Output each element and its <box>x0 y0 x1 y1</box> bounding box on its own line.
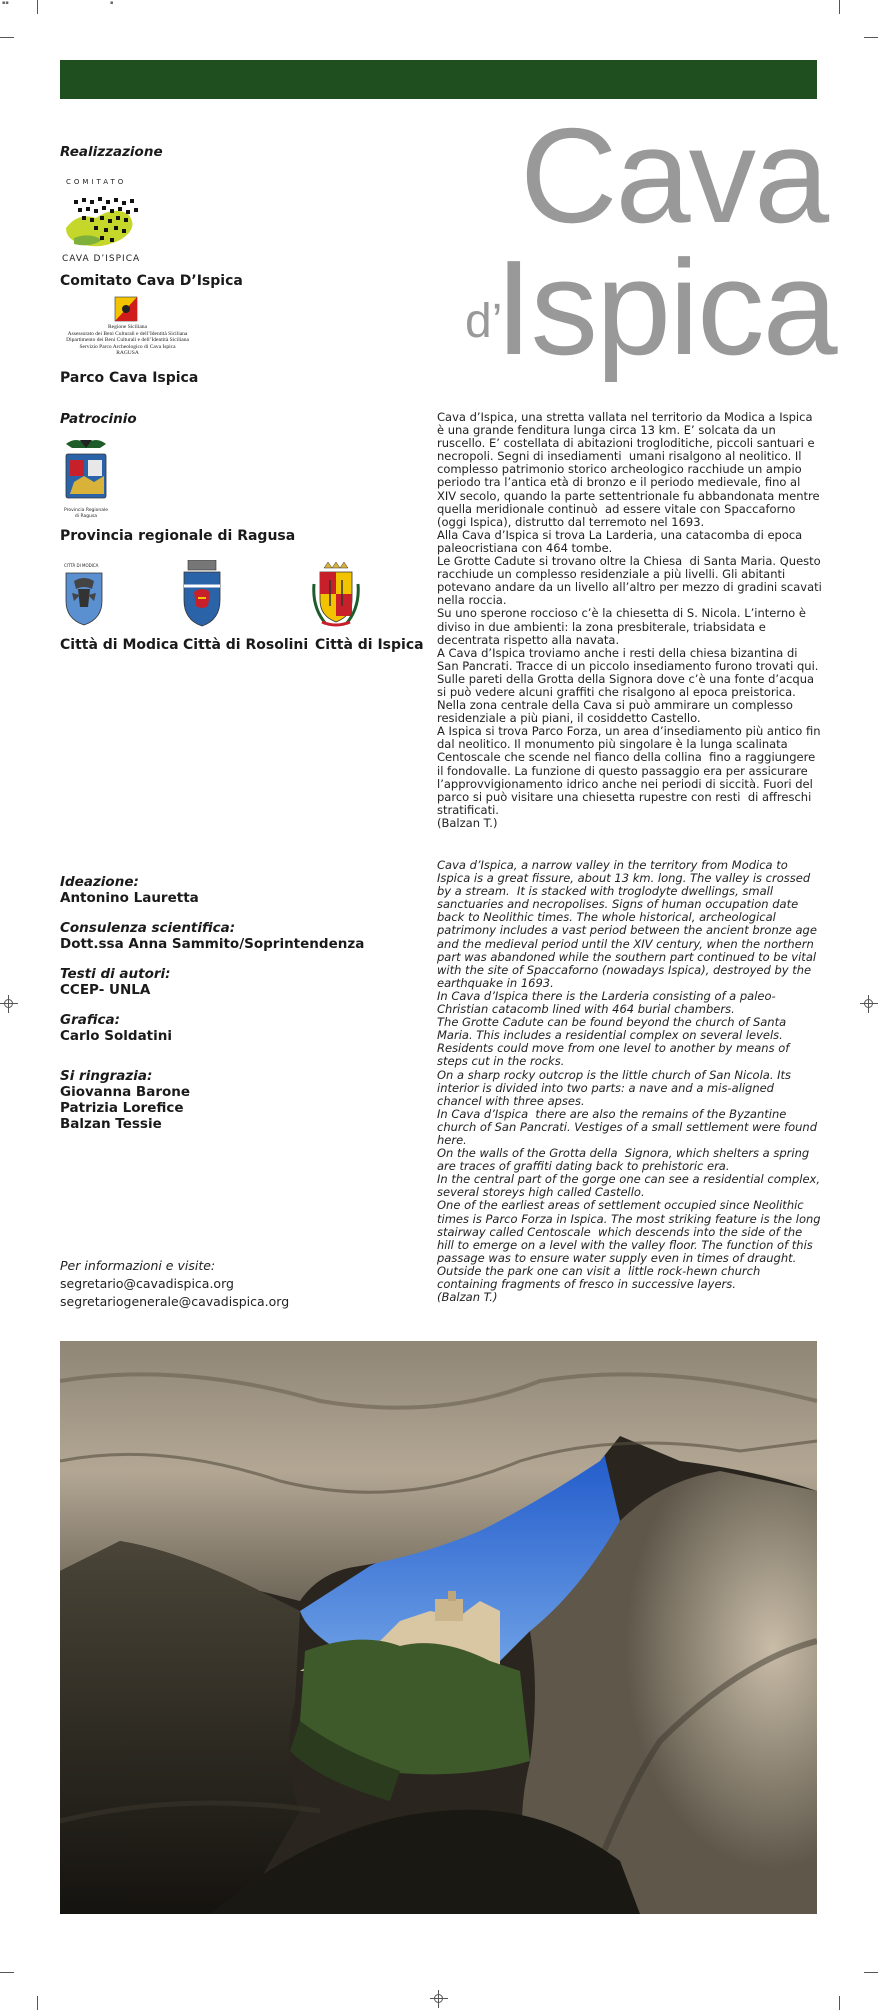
credit-value: Balzan Tessie <box>60 1116 162 1132</box>
org-parco: Parco Cava Ispica <box>60 370 199 386</box>
regione-siciliana-emblem <box>114 296 138 322</box>
crop-mark <box>0 37 14 38</box>
info-block <box>60 1257 289 1311</box>
crest-modica <box>60 563 108 629</box>
title-ispica: Ispica <box>495 232 836 383</box>
comitato-logo <box>60 178 155 266</box>
regione-line: RAGUSA <box>116 350 139 356</box>
cave-photograph <box>60 1341 817 1914</box>
crop-mark <box>864 1972 878 1973</box>
credit-label: Consulenza scientifica: <box>60 920 236 936</box>
provincia-emblem <box>60 436 112 524</box>
crop-mark <box>37 1996 38 2010</box>
credit-label: Ideazione: <box>60 874 139 890</box>
credit-item <box>60 920 390 952</box>
comitato-logo-top-text: COMITATO <box>66 178 127 186</box>
credit-value: Giovanna Barone <box>60 1084 191 1100</box>
credit-value: Antonino Lauretta <box>60 890 199 906</box>
credit-value: Dott.ssa Anna Sammito/Soprintendenza <box>60 936 365 952</box>
city-label: Città di Modica <box>60 637 179 653</box>
credit-item <box>60 966 390 998</box>
credit-item <box>60 1012 390 1044</box>
city-label: Città di Ispica <box>315 637 424 653</box>
city-label: Città di Rosolini <box>183 637 309 653</box>
body-text-english: Cava d’Ispica, a narrow valley in the territory from Modica to Ispica is a great fissure, about 13 km. long. The valley is crossed by a stream. It is stacked with troglodyte dwellings, small sanctuaries and necropolises. Signs of human occupation date back to Neolithic times. The whole historical, archeological patrimony includes a vast period between the ancient bronze age and the medieval period until the XIV century, when the northern part was abandoned while the southern part continued to be vital with the site of Spaccaforno (nowadays Ispica), destroyed by the earthquake in 1693. In Cava d’Ispica there is the Larderia consisting of a paleo-Christian catacomb lined with 464 burial chambers. The Grotte Cadute can be found beyond the church of Santa Maria. This includes a residential complex on several levels. Residents could move from one level to another by means of steps cut in the rocks. On a sharp rocky outcrop is the little church of San Nicola. Its interior is divided into two parts: a nave and a mis-aligned chancel with three apses. In Cava d’Ispica there are also the remains of the Byzantine church of San Pancrati. Vestiges of a small settlement were found here. On the walls of the Grotta della Signora, which shelters a spring are traces of graffiti dating back to prehistoric era. In the central part of the gorge one can see a residential complex, several storeys high called Castello. One of the earliest areas of settlement occupied since Neolithic times is Parco Forza in Ispica. The most striking feature is the long stairway called Centoscale which descends into the side of the hill to emerge on a level with the valley floor. The function of this passage was to ensure water supply even in times of draught. Outside the park one can visit a little rock-hewn church containing fragments of fresco in successive layers. (Balzan T.) <box>437 858 821 1305</box>
patrocinio-label: Patrocinio <box>60 411 137 427</box>
regione-line: Dipartimento dei Beni Culturali e dell’Identità Siciliana <box>66 337 189 343</box>
credit-item <box>60 874 390 906</box>
crest-modica-caption: CITTÀ DI MODICA <box>64 563 99 568</box>
credit-value: CCEP- UNLA <box>60 982 151 998</box>
crest-rosolini <box>180 560 224 628</box>
provincia-emblem-caption <box>56 508 116 519</box>
title-cava: Cava <box>520 100 828 251</box>
comitato-logo-bottom-text: CAVA D’ISPICA <box>62 254 141 264</box>
credit-value: Patrizia Lorefice <box>60 1100 184 1116</box>
provincia-emblem-caption-line: di Ragusa <box>74 513 98 519</box>
info-email-2[interactable]: segretariogenerale@cavadispica.org <box>60 1294 290 1309</box>
info-heading: Per informazioni e visite: <box>60 1258 216 1273</box>
crop-mark <box>0 1972 14 1973</box>
regione-line: Assessorato dei Beni Culturali e dell’Identità Siciliana <box>67 330 188 337</box>
info-email-1[interactable]: segretario@cavadispica.org <box>60 1276 234 1291</box>
corner-mark-left: ▪▪ <box>2 0 9 6</box>
header-green-bar <box>60 60 817 99</box>
registration-mark-left <box>0 995 18 1013</box>
realizzazione-label: Realizzazione <box>60 144 163 160</box>
title-d-apostrophe: d’ <box>465 295 503 348</box>
provincia-name: Provincia regionale di Ragusa <box>60 528 296 544</box>
regione-siciliana-text <box>60 324 195 357</box>
registration-mark-right <box>860 995 878 1013</box>
crop-mark <box>839 1996 840 2010</box>
regione-line: Regione Siciliana <box>108 324 147 330</box>
corner-mark-right: ▪ <box>110 0 114 6</box>
crest-ispica <box>312 562 360 628</box>
credit-label: Si ringrazia: <box>60 1068 153 1084</box>
crop-mark <box>37 0 38 14</box>
provincia-emblem-caption-line: Provincia Regionale <box>64 508 108 513</box>
comitato-logo-graphic <box>60 188 155 258</box>
registration-mark-bottom <box>430 1990 448 2008</box>
credit-label: Testi di autori: <box>60 966 171 982</box>
body-text-italian: Cava d’Ispica, una stretta vallata nel territorio da Modica a Ispica è una grande fenditura lunga circa 13 km. E’ solcata da un ruscello. E’ costellata di abitazioni trogloditiche, piccoli santuari e necropoli. Segni di insediamenti umani risalgono al neolitico. Il complesso patrimonio storico archeologico racchiude un ampio periodo tra l’antica età di bronzo e il periodo medievale, fino al XIV secolo, quando la parte settentrionale fu abbandonata mentre quella meridionale continuò ad essere vitale con Spaccaforno (oggi Ispica), distrutto dal terremoto nel 1693. Alla Cava d’Ispica si trova La Larderia, una catacomba di epoca paleocristiana con 464 tombe. Le Grotte Cadute si trovano oltre la Chiesa di Santa Maria. Questo racchiude un complesso residenziale a più livelli. Gli abitanti potevano andare da un livello all’altro per mezzo di gradini scavati nella roccia. Su uno sperone roccioso c’è la chiesetta di S. Nicola. L’interno è diviso in due ambienti: la zona presbiterale, triabsidata e decentrata rispetto alla navata. A Cava d’Ispica troviamo anche i resti della chiesa bizantina di San Pancrati. Tracce di un piccolo insediamento furono trovati qui. Sulle pareti della Grotta della Signora dove c’è una fonte d’acqua si può vedere alcuni graffiti che risalgono al epoca preistorica. Nella zona centrale della Cava si può ammirare un complesso residenziale a più piani, il cosiddetto Castello. A Ispica si trova Parco Forza, un area d’insediamento più antico fin dal neolitico. Il monumento più singolare è la lunga scalinata Centoscale che scende nel fianco della collina fino a raggiungere il fondovalle. La funzione di questo passaggio era per assicurare l’approvvigionamento idrico anche nei periodi di siccità. Fuori del parco si può visitare una chiesetta rupestre con resti di affreschi stratificati. (Balzan T.) <box>437 410 822 830</box>
regione-line: Servizio Parco Archeologico di Cava Ispica <box>79 343 176 350</box>
crop-mark <box>864 37 878 38</box>
credit-label: Grafica: <box>60 1012 120 1028</box>
credits-block <box>60 874 390 1132</box>
credit-item <box>60 1068 390 1132</box>
credit-value: Carlo Soldatini <box>60 1028 172 1044</box>
org-comitato: Comitato Cava D’Ispica <box>60 273 243 289</box>
crop-mark <box>839 0 840 14</box>
